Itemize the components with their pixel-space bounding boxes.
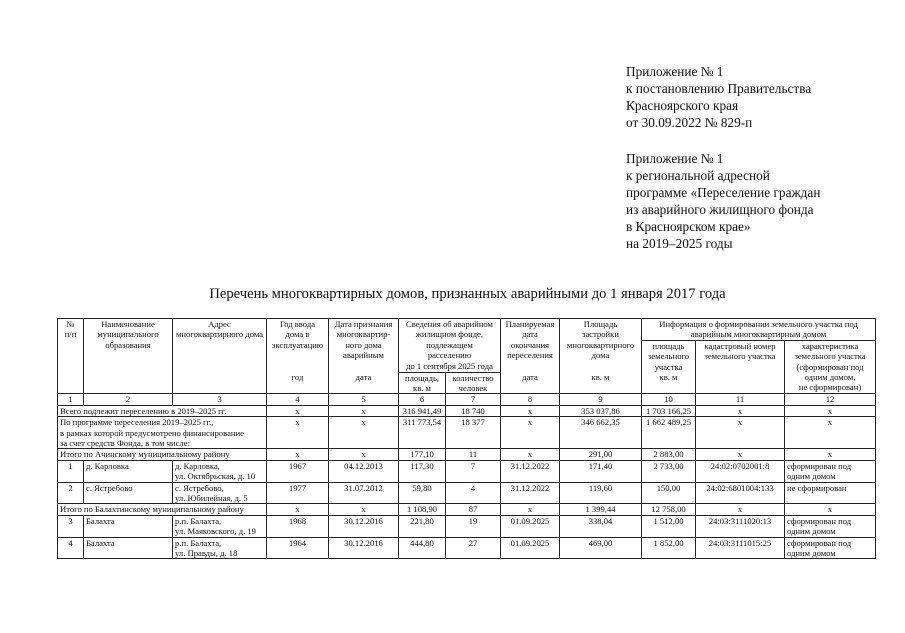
appendix-line: на 2019–2025 годы [626, 236, 733, 251]
people-cell: 4 [446, 482, 501, 504]
program-row [58, 417, 876, 449]
label-line: за счет средств Фонда, в том числе: [60, 437, 190, 448]
header-text: не сформирован) [798, 382, 862, 393]
table-cell: 87 [446, 504, 501, 515]
table-cell: х [267, 405, 329, 416]
total-row [58, 405, 876, 416]
unit-text: кв. м [413, 382, 431, 393]
table-cell: 177,10 [399, 449, 446, 460]
appendix-line: к постановлению Правительства [626, 81, 812, 96]
characteristic-line: не сформирован [787, 482, 847, 493]
row-num: 4 [58, 537, 84, 559]
header-num [58, 319, 84, 394]
district-total-label: Итого по Балахтинскому муниципальному району [58, 504, 267, 515]
municipality-cell: с. Ястребово [84, 482, 173, 504]
row-num: 3 [58, 515, 84, 537]
year-cell: 1977 [267, 482, 329, 504]
header-text: Адрес [208, 319, 231, 329]
unit-text: площадь, [404, 372, 440, 383]
appendix-line: Приложение № 1 [626, 64, 724, 79]
year-cell: 1967 [267, 460, 329, 482]
header-text: п/п [64, 329, 77, 340]
program-label [58, 417, 267, 449]
cadastral-cell: 24:02:0702001:8 [696, 460, 785, 482]
characteristic-cell [785, 537, 876, 559]
header-text: (сформирован под [796, 361, 864, 372]
characteristic-cell [785, 460, 876, 482]
district-total-label: Итого по Ачинскому муниципальному району [58, 449, 267, 460]
planned-date-cell: 01.09.2025 [501, 537, 560, 559]
header-text: ного дома [345, 339, 382, 350]
header-text: окончания [510, 339, 550, 350]
row-num: 1 [58, 460, 84, 482]
government-decree-appendix [626, 63, 811, 131]
people-cell: 7 [446, 460, 501, 482]
table-cell: 12 758,00 [642, 504, 696, 515]
characteristic-line: сформирован под [787, 537, 852, 548]
column-number: 4 [267, 394, 329, 405]
header-text: дата [522, 329, 538, 340]
characteristic-line: сформирован под [787, 515, 852, 526]
recognition-date-cell: 04.12.2013 [329, 460, 399, 482]
header-text: образования [105, 339, 151, 350]
unit-date: дата [329, 372, 399, 394]
appendix-line: от 30.09.2022 № 829-п [626, 115, 753, 130]
table-cell: х [696, 449, 785, 460]
header-text: Год ввода [279, 319, 316, 329]
header-text: жилищном фонде, [415, 329, 484, 340]
table-cell: 18 377 [446, 417, 501, 449]
header-text: земельного участка [794, 351, 866, 362]
cadastral-cell: 24:02:6801004:133 [696, 482, 785, 504]
address-line: ул. Октябрьская, д. 10 [175, 471, 256, 482]
table-cell: х [267, 417, 329, 449]
address-line: р.п. Балахта, [175, 537, 222, 548]
table-cell: х [329, 449, 399, 460]
table-cell: х [267, 449, 329, 460]
unit-area [399, 372, 446, 394]
characteristic-cell [785, 482, 876, 504]
label-line: в рамках которой предусмотрено финансирование [60, 427, 244, 438]
address-cell [173, 515, 267, 537]
people-cell: 19 [446, 515, 501, 537]
table-cell: х [329, 504, 399, 515]
planned-date-cell: 31.12.2022 [501, 460, 560, 482]
emergency-housing-table [57, 318, 876, 559]
characteristic-cell [785, 515, 876, 537]
document-title: Перечень многоквартирных домов, признанных аварийными до 1 января 2017 года [209, 286, 726, 302]
characteristic-line: сформирован под [787, 460, 852, 471]
header-planned-date [501, 319, 560, 373]
table-row [58, 482, 876, 504]
year-cell: 1968 [267, 515, 329, 537]
table-cell: 1 703 166,25 [642, 405, 696, 416]
header-text: земельного участка [704, 351, 776, 362]
table-cell: 346 662,35 [560, 417, 642, 449]
land-area-cell: 1 852,00 [642, 537, 696, 559]
header-text: Наименование [101, 319, 155, 329]
header-text: подлежащем [426, 339, 473, 350]
column-number: 2 [84, 394, 173, 405]
header-recognition-date [329, 319, 399, 373]
area-cell: 59,80 [399, 482, 446, 504]
municipality-cell: Балахта [84, 515, 173, 537]
cadastral-cell: 24:03:3111015:25 [696, 537, 785, 559]
header-text: Дата признания [334, 319, 393, 329]
column-number: 9 [560, 394, 642, 405]
row-num: 2 [58, 482, 84, 504]
header-fund-info [399, 319, 501, 373]
table-cell: 1 108,90 [399, 504, 446, 515]
table-row [58, 460, 876, 482]
year-cell: 1964 [267, 537, 329, 559]
unit-year: год [267, 372, 329, 394]
recognition-date-cell: 30.12.2016 [329, 515, 399, 537]
recognition-date-cell: 31.07.2012 [329, 482, 399, 504]
table-row [58, 515, 876, 537]
municipality-cell: д. Карловка [84, 460, 173, 482]
table-cell: 316 941,49 [399, 405, 446, 416]
column-number: 7 [446, 394, 501, 405]
address-line: р.п. Балахта, [175, 515, 222, 526]
building-area-cell: 119,60 [560, 482, 642, 504]
table-cell: х [501, 449, 560, 460]
table-cell: 1 399,44 [560, 504, 642, 515]
unit-planned-date: дата [501, 372, 560, 394]
address-line: с. Ястребово, [175, 482, 224, 493]
table-cell: х [785, 405, 876, 416]
address-cell [173, 537, 267, 559]
table-cell: х [696, 417, 785, 449]
area-cell: 221,80 [399, 515, 446, 537]
header-year [267, 319, 329, 373]
header-text: эксплуатацию [271, 339, 324, 350]
table-cell: х [501, 504, 560, 515]
characteristic-line: одним домом [787, 548, 836, 559]
people-cell: 27 [446, 537, 501, 559]
building-area-cell: 469,00 [560, 537, 642, 559]
planned-date-cell: 31.12.2022 [501, 482, 560, 504]
column-number: 6 [399, 394, 446, 405]
header-text: кадастровый номер [704, 340, 776, 351]
column-number: 1 [58, 394, 84, 405]
header-text: № [66, 319, 75, 329]
column-number: 10 [642, 394, 696, 405]
address-cell [173, 482, 267, 504]
table-cell: х [696, 504, 785, 515]
address-cell [173, 460, 267, 482]
appendix-line: в Красноярском крае» [626, 219, 751, 234]
address-line: д. Карловка, [175, 460, 220, 471]
address-line: ул. Маяковского, д. 19 [175, 526, 256, 537]
table-cell: 2 883,00 [642, 449, 696, 460]
table-cell: х [501, 417, 560, 449]
column-number: 5 [329, 394, 399, 405]
header-text: многоквартир- [336, 329, 391, 340]
table-cell: 291,00 [560, 449, 642, 460]
header-text: многоквартирного дома [175, 329, 264, 340]
header-text: характеристика [801, 340, 859, 351]
header-municipality [84, 319, 173, 394]
unit-text: количество [452, 372, 494, 383]
header-row [58, 319, 876, 341]
header-text: участка [654, 361, 683, 372]
header-text: Площадь [583, 319, 618, 329]
table-row [58, 537, 876, 559]
table-cell: х [501, 405, 560, 416]
building-area-cell: 338,04 [560, 515, 642, 537]
column-number: 11 [696, 394, 785, 405]
building-area-cell: 171,40 [560, 460, 642, 482]
characteristic-line: одним домом [787, 526, 836, 537]
header-text: аварийным [343, 350, 384, 361]
land-area-cell: 150,00 [642, 482, 696, 504]
header-text: расселению [427, 350, 472, 361]
recognition-date-cell: 30.12.2016 [329, 537, 399, 559]
header-text: дома в [285, 329, 310, 340]
table-cell: х [329, 405, 399, 416]
unit-people [446, 372, 501, 394]
district-total-row [58, 449, 876, 460]
column-number: 8 [501, 394, 560, 405]
header-address [173, 319, 267, 394]
header-text: площадь [652, 340, 685, 351]
header-text: Сведения об аварийном [406, 319, 493, 329]
table-cell: х [785, 504, 876, 515]
appendix-line: Красноярского края [626, 98, 739, 113]
characteristic-line: одним домом [787, 471, 836, 482]
column-number: 12 [785, 394, 876, 405]
column-number: 3 [173, 394, 267, 405]
header-text: переселения [507, 350, 553, 361]
header-land-area [642, 340, 696, 372]
header-text: многоквартирного [566, 339, 635, 350]
cadastral-cell: 24:03:3111020:13 [696, 515, 785, 537]
appendix-line: программе «Переселение граждан [626, 185, 821, 200]
land-area-cell: 1 512,00 [642, 515, 696, 537]
table-cell: х [329, 417, 399, 449]
header-land-info: Информация о формировании земельного участка под аварийным многоквартирным домом [642, 319, 876, 341]
appendix-line: из аварийного жилищного фонда [626, 202, 814, 217]
unit-land-sqm: кв. м [642, 372, 696, 394]
appendix-line: к региональной адресной [626, 168, 770, 183]
table-cell: 311 773,54 [399, 417, 446, 449]
header-text: Планируемая [505, 319, 555, 329]
table-cell: 1 662 489,25 [642, 417, 696, 449]
header-text: одним домом, [804, 372, 856, 383]
header-characteristic [785, 340, 876, 394]
municipality-cell: Балахта [84, 537, 173, 559]
table-cell: х [785, 449, 876, 460]
column-numbers-row [58, 394, 876, 405]
unit-sqm: кв. м [560, 372, 642, 394]
land-area-cell: 2 733,00 [642, 460, 696, 482]
header-text: застройки [582, 329, 619, 340]
district-total-row [58, 504, 876, 515]
header-text: дома [591, 350, 610, 361]
table-cell: х [696, 405, 785, 416]
total-label: Всего подлежит переселению в 2019–2025 гг. [58, 405, 267, 416]
unit-text: человек [458, 382, 488, 393]
address-line: ул. Правды, д. 18 [175, 548, 238, 559]
area-cell: 117,30 [399, 460, 446, 482]
header-text: земельного [647, 351, 690, 362]
address-line: ул. Юбилейная, д. 5 [175, 493, 248, 503]
table-cell: 18 740 [446, 405, 501, 416]
header-text: муниципального [97, 329, 159, 340]
header-text: до 1 сентября 2025 года [406, 360, 493, 371]
header-cadastral [696, 340, 785, 394]
label-line: По программе переселения 2019–2025 гг., [60, 417, 214, 428]
header-building-area [560, 319, 642, 373]
table-cell: 353 037,86 [560, 405, 642, 416]
table-cell: 11 [446, 449, 501, 460]
table-cell: х [267, 504, 329, 515]
program-appendix [626, 150, 820, 252]
area-cell: 444,80 [399, 537, 446, 559]
appendix-line: Приложение № 1 [626, 151, 724, 166]
planned-date-cell: 01.09.2025 [501, 515, 560, 537]
table-cell: х [785, 417, 876, 449]
